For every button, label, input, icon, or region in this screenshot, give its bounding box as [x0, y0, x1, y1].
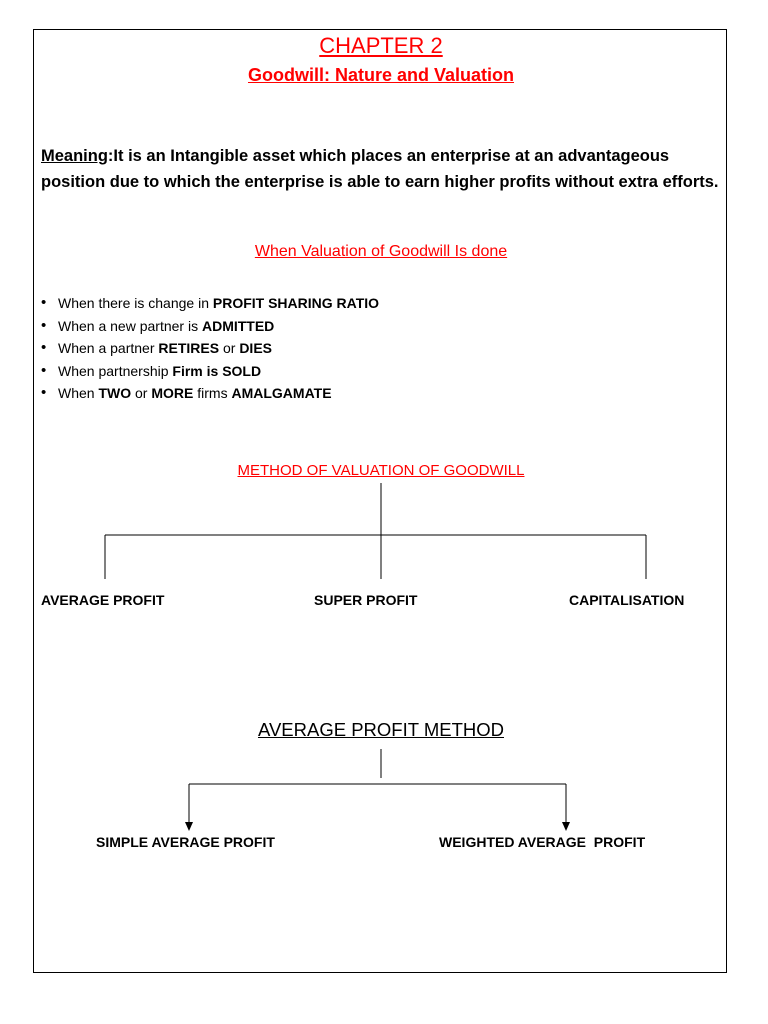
- simple-average-profit: SIMPLE AVERAGE PROFIT: [96, 834, 275, 850]
- list-item: • When a new partner is ADMITTED: [41, 315, 379, 338]
- arrow-down-icon: [562, 822, 570, 831]
- list-item: • When partnership Firm is SOLD: [41, 360, 379, 383]
- document-page: [33, 29, 727, 973]
- chapter-title: CHAPTER 2: [319, 33, 443, 58]
- meaning-text: :It is an Intangible asset which places an enterprise at an advantageous position due to which the enterprise is able to earn higher profits without extra efforts.: [41, 147, 719, 191]
- list-item: • When there is change in PROFIT SHARING RATIO: [41, 292, 379, 315]
- arrow-down-icon: [185, 822, 193, 831]
- meaning-label: Meaning: [41, 147, 108, 165]
- method-super-profit: SUPER PROFIT: [314, 592, 418, 608]
- list-item: • When a partner RETIRES or DIES: [41, 337, 379, 360]
- average-profit-method-heading: AVERAGE PROFIT METHOD: [257, 719, 504, 740]
- valuation-heading: When Valuation of Goodwill Is done: [254, 243, 508, 260]
- tree-connectors: [34, 30, 728, 974]
- chapter-subtitle: Goodwill: Nature and Valuation: [247, 65, 515, 85]
- weighted-average-profit: WEIGHTED AVERAGE PROFIT: [439, 834, 646, 850]
- method-capitalisation: CAPITALISATION: [569, 592, 685, 608]
- method-average-profit: AVERAGE PROFIT: [41, 592, 165, 608]
- methods-heading: METHOD OF VALUATION OF GOODWILL: [237, 462, 525, 479]
- list-item: • When TWO or MORE firms AMALGAMATE: [41, 382, 379, 405]
